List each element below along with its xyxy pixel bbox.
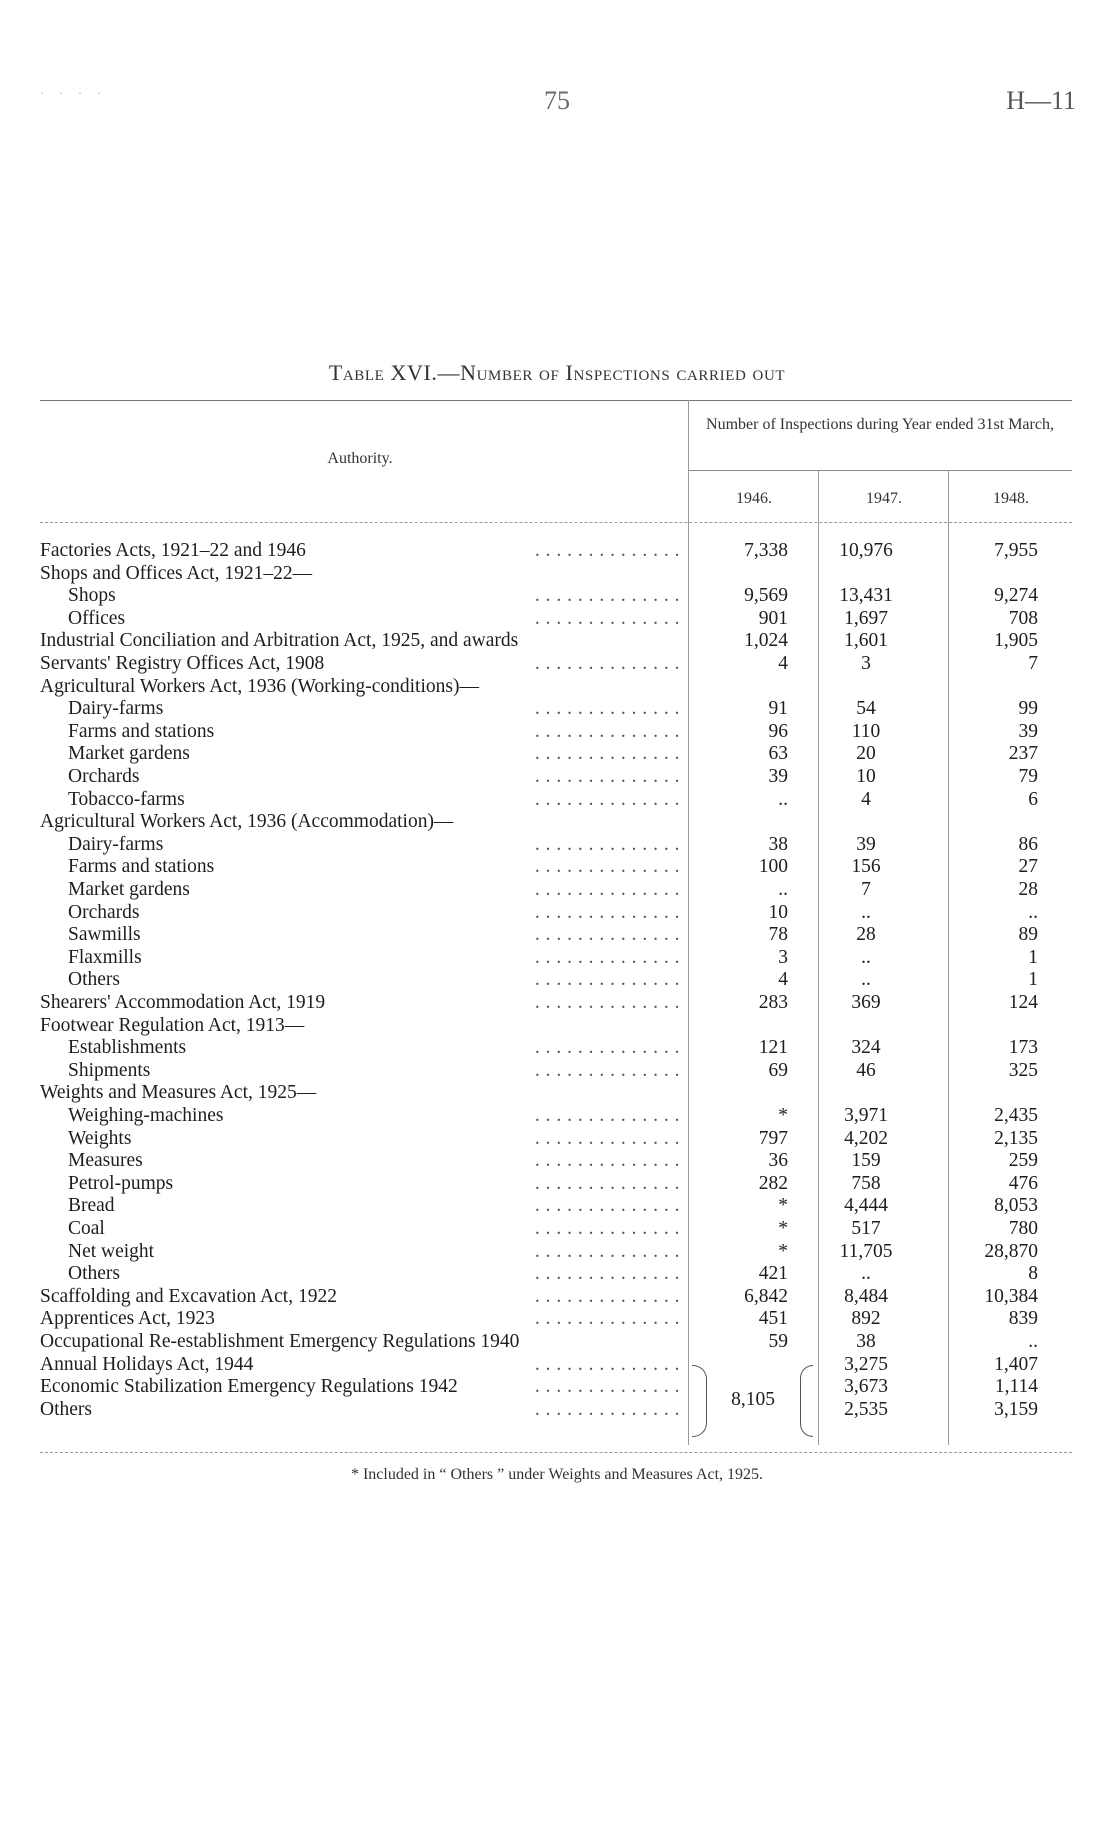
row-label — [68, 1128, 680, 1151]
cell-1948: 237 — [1008, 743, 1038, 765]
row-label — [68, 585, 680, 608]
cell-1947: 4,444 — [844, 1195, 888, 1217]
cell-1946: 797 — [758, 1127, 788, 1149]
row-label-text: Net weight — [68, 1241, 158, 1262]
row-label-text: Sawmills — [68, 924, 145, 945]
table-row — [0, 856, 1114, 879]
leader-dots: . . . . . . . . . . . . . . — [534, 1308, 680, 1330]
row-label — [68, 608, 680, 631]
cell-1947: 2,535 — [844, 1398, 888, 1420]
row-label-text: Dairy-farms — [68, 698, 167, 719]
cell-1946: 3 — [778, 946, 788, 968]
row-label — [68, 879, 680, 902]
row-label — [40, 653, 680, 676]
cell-1946: 6,842 — [744, 1285, 788, 1307]
cell-1948: 2,435 — [994, 1105, 1038, 1126]
row-label — [40, 1082, 740, 1105]
cell-1948: .. — [1028, 1331, 1038, 1352]
row-label-text: Shipments — [68, 1060, 154, 1081]
page-reference: H—11 — [1006, 86, 1076, 115]
leader-dots: . . . . . . . . . . . . . . — [534, 607, 680, 629]
leader-dots: . . . . . . . . . . . . . . — [534, 1172, 680, 1194]
cell-1948: 780 — [1008, 1218, 1038, 1239]
cell-1948: 28,870 — [984, 1240, 1038, 1262]
leader-dots: . . . . . . . . . . . . . . — [534, 540, 680, 561]
cell-1947: 20 — [856, 743, 876, 765]
table-title: Table XVI.—Number of Inspections carried out — [328, 360, 786, 385]
year-header-1946: 1946. — [736, 490, 772, 507]
row-label-text: Apprentices Act, 1923 — [40, 1308, 219, 1329]
leader-dots: . . . . . . . . . . . . . . — [534, 1150, 680, 1172]
row-label-text: Economic Stabilization Emergency Regulations 1942 — [40, 1376, 462, 1397]
table-row — [0, 811, 1114, 834]
cell-1946: 96 — [768, 720, 788, 742]
leader-dots: . . . . . . . . . . . . . . — [534, 585, 680, 607]
bottom-rule — [40, 1452, 1072, 1453]
row-label — [68, 789, 680, 812]
cell-1946: 7,338 — [744, 540, 788, 561]
leader-dots: . . . . . . . . . . . . . . — [534, 1285, 680, 1307]
cell-1947: 110 — [851, 720, 881, 742]
cell-1948: 1 — [1028, 969, 1038, 991]
table-row — [0, 1218, 1114, 1241]
cell-1946: 39 — [768, 766, 788, 787]
row-label-text: Annual Holidays Act, 1944 — [40, 1354, 257, 1375]
scan-specks: · · · · — [40, 86, 107, 100]
cell-1948: 259 — [1008, 1150, 1038, 1172]
cell-1947: 3,971 — [844, 1105, 888, 1126]
cell-1946: 38 — [768, 833, 788, 855]
row-label — [68, 1150, 680, 1173]
cell-1947: 7 — [861, 879, 871, 900]
table-row — [0, 1150, 1114, 1173]
leader-dots: . . . . . . . . . . . . . . — [534, 946, 680, 968]
merged-value-1946: 8,105 — [731, 1389, 775, 1410]
row-label-text: Shearers' Accommodation Act, 1919 — [40, 992, 329, 1013]
row-label-text: Servants' Registry Offices Act, 1908 — [40, 653, 328, 674]
year-header-1948: 1948. — [993, 490, 1029, 507]
row-label — [68, 1263, 680, 1286]
leader-dots: . . . . . . . . . . . . . . — [534, 924, 680, 946]
row-label — [68, 1195, 680, 1218]
header-bottom-rule — [40, 522, 1072, 523]
row-label-text: Tobacco-farms — [68, 789, 189, 810]
cell-1947: 46 — [856, 1059, 876, 1081]
cell-1948: 3,159 — [994, 1398, 1038, 1420]
table-row — [0, 1354, 1114, 1377]
row-label — [40, 1331, 680, 1354]
row-label — [68, 1060, 680, 1083]
row-label — [68, 1218, 680, 1241]
cell-1947: 3 — [861, 653, 871, 674]
cell-1946: 283 — [758, 992, 788, 1013]
cell-1948: 27 — [1018, 856, 1038, 878]
cell-1948: 28 — [1018, 879, 1038, 900]
cell-1946: * — [778, 1105, 788, 1126]
row-label — [40, 811, 740, 834]
cell-1947: 13,431 — [839, 585, 893, 607]
cell-1948: 10,384 — [984, 1285, 1038, 1307]
row-label-text: Agricultural Workers Act, 1936 (Working-conditions)— — [40, 676, 483, 697]
cell-1948: 9,274 — [994, 585, 1038, 607]
row-label — [68, 834, 680, 857]
leader-dots: . . . . . . . . . . . . . . — [534, 1353, 680, 1375]
row-label-text: Dairy-farms — [68, 834, 167, 855]
row-label — [40, 1286, 680, 1309]
table-row — [0, 902, 1114, 925]
table-row — [0, 608, 1114, 631]
row-label-text: Weighing-machines — [68, 1105, 227, 1126]
row-label — [40, 1308, 680, 1331]
leader-dots: . . . . . . . . . . . . . . — [534, 743, 680, 765]
table-row — [0, 1105, 1114, 1128]
row-label — [40, 563, 740, 586]
table-row — [0, 1263, 1114, 1286]
table-row — [0, 585, 1114, 608]
cell-1947: 4,202 — [844, 1127, 888, 1149]
cell-1947: 758 — [851, 1172, 881, 1194]
row-label — [68, 766, 680, 789]
table-row — [0, 789, 1114, 812]
leader-dots: . . . . . . . . . . . . . . — [534, 720, 680, 742]
row-label — [68, 1173, 680, 1196]
top-rule — [40, 400, 1072, 401]
row-label-text: Market gardens — [68, 879, 194, 900]
cell-1947: 38 — [856, 1331, 876, 1352]
year-header-1947: 1947. — [866, 490, 902, 507]
table-row — [0, 563, 1114, 586]
cell-1947: 11,705 — [839, 1240, 893, 1262]
table-row — [0, 698, 1114, 721]
row-label-text: Footwear Regulation Act, 1913— — [40, 1015, 308, 1036]
table-row — [0, 1308, 1114, 1331]
row-label-text: Petrol-pumps — [68, 1173, 177, 1194]
table-row — [0, 947, 1114, 970]
row-label-text: Others — [40, 1399, 96, 1420]
leader-dots: . . . . . . . . . . . . . . — [534, 1037, 680, 1059]
cell-1946: 451 — [758, 1308, 788, 1330]
leader-dots: . . . . . . . . . . . . . . — [534, 1218, 680, 1239]
cell-1946: 901 — [758, 607, 788, 629]
table-row — [0, 879, 1114, 902]
table-row — [0, 1173, 1114, 1196]
cell-1946: 69 — [768, 1059, 788, 1081]
leader-dots: . . . . . . . . . . . . . . — [534, 879, 680, 900]
row-label — [40, 1354, 680, 1377]
cell-1947: 54 — [856, 698, 876, 720]
cell-1948: 8,053 — [994, 1195, 1038, 1217]
table-row — [0, 1286, 1114, 1309]
cell-1947: .. — [861, 946, 871, 968]
cell-1947: 10,976 — [839, 540, 893, 561]
row-label — [68, 1241, 680, 1264]
row-label-text: Orchards — [68, 766, 143, 787]
leader-dots: . . . . . . . . . . . . . . — [534, 992, 680, 1013]
row-label-text: Establishments — [68, 1037, 190, 1058]
year-group-header: Number of Inspections during Year ended 31st March, — [706, 416, 1054, 433]
leader-dots: . . . . . . . . . . . . . . — [534, 1127, 680, 1149]
cell-1947: 3,673 — [844, 1376, 888, 1398]
table-row — [0, 969, 1114, 992]
cell-1948: 708 — [1008, 607, 1038, 629]
cell-1948: 86 — [1018, 833, 1038, 855]
cell-1946: .. — [778, 788, 788, 810]
table-row — [0, 924, 1114, 947]
row-label-text: Shops and Offices Act, 1921–22— — [40, 563, 316, 584]
cell-1948: 99 — [1018, 698, 1038, 720]
row-label-text: Weights and Measures Act, 1925— — [40, 1082, 320, 1103]
cell-1948: 173 — [1008, 1037, 1038, 1059]
page-number: 75 — [544, 86, 570, 115]
leader-dots: . . . . . . . . . . . . . . — [534, 1376, 680, 1398]
cell-1948: 2,135 — [994, 1127, 1038, 1149]
table-row — [0, 1082, 1114, 1105]
cell-1946: 282 — [758, 1172, 788, 1194]
cell-1946: 91 — [768, 698, 788, 720]
cell-1946: 100 — [758, 856, 788, 878]
cell-1946: 9,569 — [744, 585, 788, 607]
cell-1946: 36 — [768, 1150, 788, 1172]
cell-1946: 421 — [758, 1263, 788, 1285]
cell-1946: * — [778, 1218, 788, 1239]
leader-dots: . . . . . . . . . . . . . . — [534, 1398, 680, 1420]
table-row — [0, 721, 1114, 744]
group-header-rule — [688, 470, 1072, 471]
leader-dots: . . . . . . . . . . . . . . — [534, 766, 680, 787]
row-label — [68, 698, 680, 721]
cell-1948: 325 — [1008, 1059, 1038, 1081]
cell-1947: 4 — [861, 788, 871, 810]
cell-1948: 1 — [1028, 946, 1038, 968]
cell-1947: 8,484 — [844, 1285, 888, 1307]
table-row — [0, 540, 1114, 563]
cell-1947: 28 — [856, 924, 876, 946]
row-label-text: Farms and stations — [68, 856, 218, 877]
authority-header: Authority. — [327, 450, 393, 467]
cell-1948: 839 — [1008, 1308, 1038, 1330]
leader-dots: . . . . . . . . . . . . . . — [534, 788, 680, 810]
cell-1946: .. — [778, 879, 788, 900]
leader-dots: . . . . . . . . . . . . . . — [534, 1240, 680, 1262]
row-label-text: Factories Acts, 1921–22 and 1946 — [40, 540, 310, 561]
row-label-text: Occupational Re-establishment Emergency Regulations 1940 — [40, 1331, 523, 1352]
leader-dots: . . . . . . . . . . . . . . — [534, 1059, 680, 1081]
cell-1946: 4 — [778, 653, 788, 674]
row-label — [68, 902, 680, 925]
table-row — [0, 766, 1114, 789]
row-label-text: Orchards — [68, 902, 143, 923]
cell-1948: 89 — [1018, 924, 1038, 946]
cell-1947: 517 — [851, 1218, 881, 1239]
cell-1946: 4 — [778, 969, 788, 991]
cell-1948: 8 — [1028, 1263, 1038, 1285]
table-row — [0, 653, 1114, 676]
cell-1946: 78 — [768, 924, 788, 946]
cell-1946: * — [778, 1240, 788, 1262]
cell-1947: 892 — [851, 1308, 881, 1330]
row-label — [68, 721, 680, 744]
table-row — [0, 676, 1114, 699]
table-row — [0, 1331, 1114, 1354]
table-row — [0, 992, 1114, 1015]
row-label — [40, 1376, 680, 1399]
leader-dots: . . . . . . . . . . . . . . — [534, 653, 680, 674]
cell-1947: 10 — [856, 766, 876, 787]
cell-1948: 79 — [1018, 766, 1038, 787]
cell-1946: 59 — [768, 1331, 788, 1352]
row-label-text: Measures — [68, 1150, 147, 1171]
cell-1947: 156 — [851, 856, 881, 878]
row-label — [68, 1037, 680, 1060]
table-row — [0, 1376, 1114, 1399]
row-label — [68, 856, 680, 879]
table-row — [0, 1241, 1114, 1264]
row-label — [68, 947, 680, 970]
table-row — [0, 1060, 1114, 1083]
table-row — [0, 630, 1114, 653]
row-label-text: Market gardens — [68, 743, 194, 764]
table-row — [0, 1015, 1114, 1038]
cell-1947: 369 — [851, 992, 881, 1013]
row-label-text: Others — [68, 969, 124, 990]
row-label — [68, 743, 680, 766]
cell-1946: 121 — [758, 1037, 788, 1059]
cell-1948: 7 — [1028, 653, 1038, 674]
row-label-text: Shops — [68, 585, 120, 606]
cell-1947: 1,601 — [844, 630, 888, 652]
table-row — [0, 1399, 1114, 1422]
row-label-text: Agricultural Workers Act, 1936 (Accommodation)— — [40, 811, 457, 832]
cell-1948: 39 — [1018, 720, 1038, 742]
cell-1947: 1,697 — [844, 607, 888, 629]
table-row — [0, 1128, 1114, 1151]
cell-1946: 10 — [768, 901, 788, 923]
leader-dots: . . . . . . . . . . . . . . — [534, 1105, 680, 1126]
row-label — [40, 992, 680, 1015]
table-row — [0, 743, 1114, 766]
row-label-text: Bread — [68, 1195, 119, 1216]
cell-1948: 1,905 — [994, 630, 1038, 652]
row-label — [68, 1105, 680, 1128]
row-label-text: Flaxmills — [68, 947, 146, 968]
footnote: * Included in “ Others ” under Weights and Measures Act, 1925. — [350, 1466, 764, 1483]
leader-dots: . . . . . . . . . . . . . . — [534, 856, 680, 878]
cell-1948: .. — [1028, 901, 1038, 923]
cell-1947: 324 — [851, 1037, 881, 1059]
leader-dots: . . . . . . . . . . . . . . — [534, 698, 680, 720]
cell-1947: 3,275 — [844, 1353, 888, 1375]
cell-1947: 159 — [851, 1150, 881, 1172]
table-row — [0, 834, 1114, 857]
cell-1948: 1,407 — [994, 1353, 1038, 1375]
cell-1946: * — [778, 1195, 788, 1217]
cell-1948: 6 — [1028, 788, 1038, 810]
row-label — [68, 924, 680, 947]
row-label — [40, 540, 680, 563]
cell-1948: 1,114 — [994, 1376, 1038, 1398]
cell-1947: .. — [861, 901, 871, 923]
leader-dots: . . . . . . . . . . . . . . — [534, 1195, 680, 1217]
leader-dots: . . . . . . . . . . . . . . — [534, 1263, 680, 1285]
row-label — [40, 1399, 680, 1422]
brace-left — [692, 1365, 707, 1437]
row-label — [40, 1015, 740, 1038]
cell-1946: 1,024 — [744, 630, 788, 652]
row-label-text: Offices — [68, 608, 129, 629]
leader-dots: . . . . . . . . . . . . . . — [534, 969, 680, 991]
cell-1948: 7,955 — [994, 540, 1038, 561]
cell-1947: .. — [861, 969, 871, 991]
leader-dots: . . . . . . . . . . . . . . — [534, 901, 680, 923]
row-label — [68, 969, 680, 992]
row-label — [40, 676, 740, 699]
cell-1946: 63 — [768, 743, 788, 765]
leader-dots: . . . . . . . . . . . . . . — [534, 833, 680, 855]
row-label-text: Weights — [68, 1128, 135, 1149]
row-label — [40, 630, 680, 653]
table-row — [0, 1195, 1114, 1218]
row-label-text: Coal — [68, 1218, 109, 1239]
brace-right — [800, 1365, 813, 1437]
cell-1947: 39 — [856, 833, 876, 855]
table-row — [0, 1037, 1114, 1060]
cell-1947: .. — [861, 1263, 871, 1285]
row-label-text: Scaffolding and Excavation Act, 1922 — [40, 1286, 341, 1307]
row-label-text: Farms and stations — [68, 721, 218, 742]
row-label-text: Others — [68, 1263, 124, 1284]
cell-1948: 476 — [1008, 1172, 1038, 1194]
cell-1948: 124 — [1008, 992, 1038, 1013]
row-label-text: Industrial Conciliation and Arbitration Act, 1925, and awards — [40, 630, 522, 651]
